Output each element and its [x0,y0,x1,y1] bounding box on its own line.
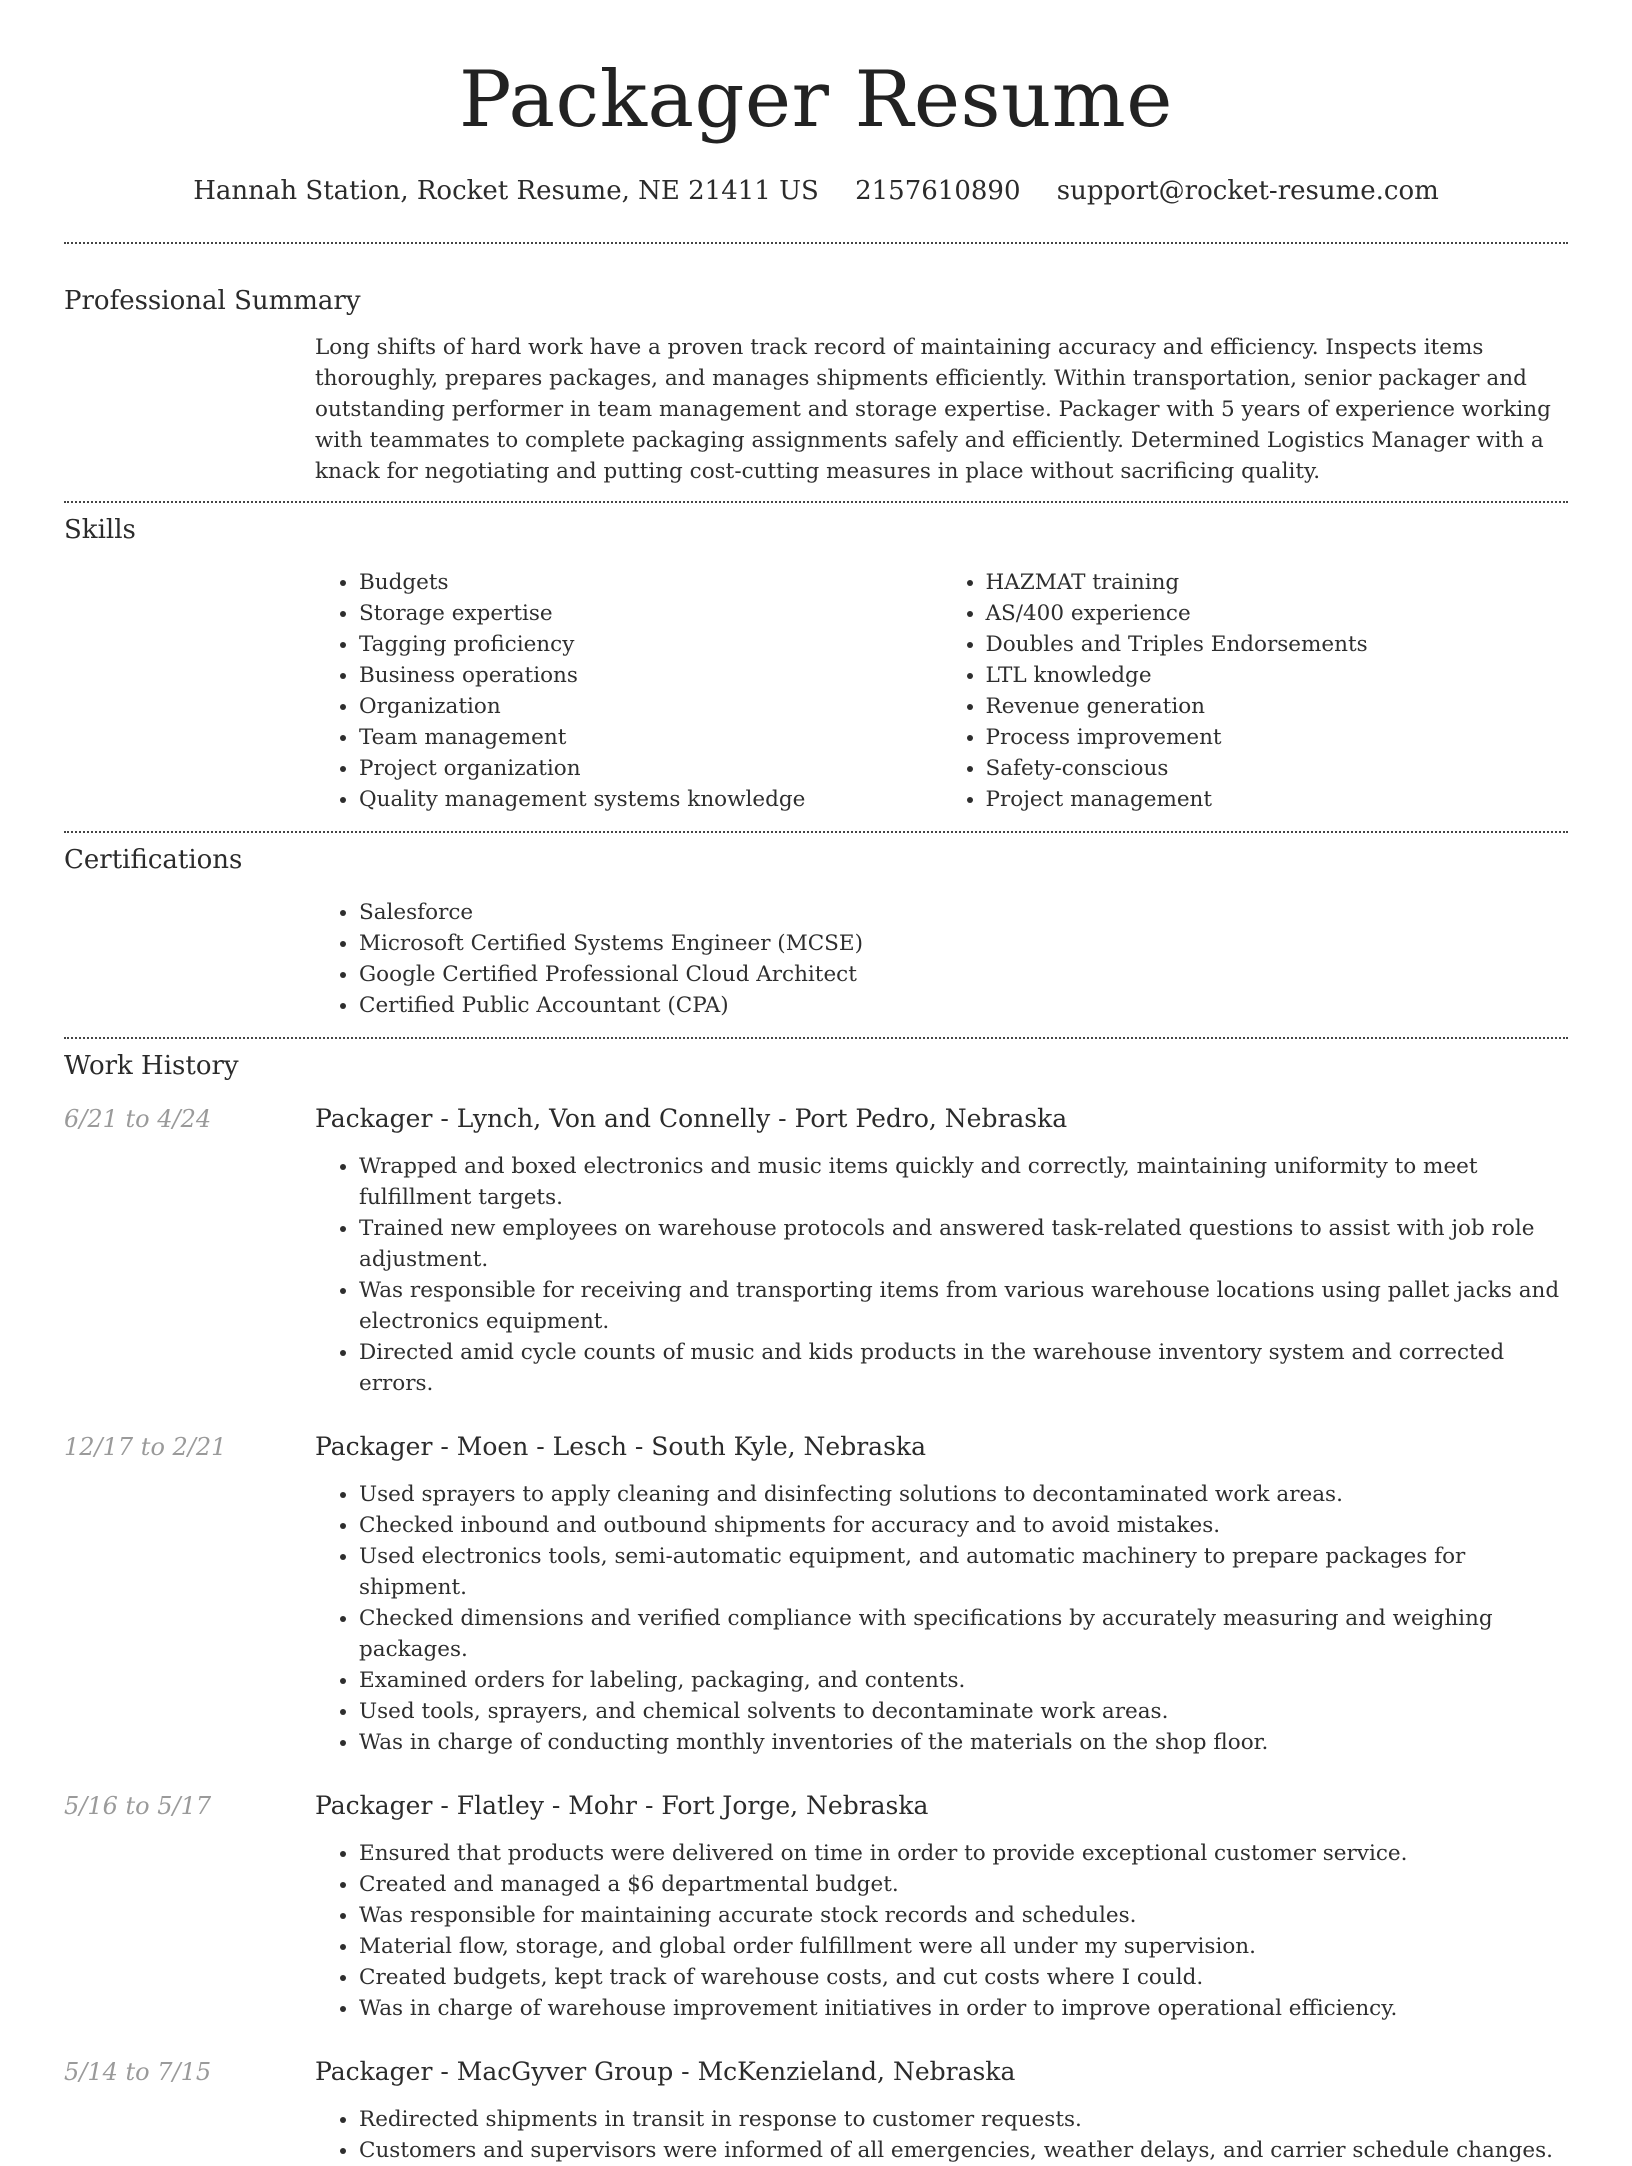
list-item: • Process improvement [986,722,1569,753]
list-item: • Was responsible for receiving and transporting items from various warehouse locations using pallet jacks and electronics equipment. [359,1275,1568,1337]
job-title: Packager - Lynch, Von and Connelly - Port Pedro, Nebraska [315,1104,1068,1133]
job-date: 12/17 to 2/21 [64,1433,227,1461]
job-entry [64,1431,1568,1758]
list-item: • Certified Public Accountant (CPA) [359,990,1568,1021]
summary-heading: Professional Summary [64,286,361,316]
list-item: • Storage expertise [359,598,942,629]
job-date: 5/14 to 7/15 [64,2058,212,2086]
list-item: • Was responsible for maintaining accurate stock records and schedules. [359,1900,1568,1931]
work-history-section [64,1039,1568,2166]
list-item: • Google Certified Professional Cloud Architect [359,959,1568,990]
list-item: • HAZMAT training [986,567,1569,598]
job-title: Packager - Moen - Lesch - South Kyle, Nebraska [315,1432,926,1461]
job-details [315,1151,1568,1399]
list-item: • Doubles and Triples Endorsements [986,629,1569,660]
job-bullet-list [315,2104,1568,2166]
list-item: • Material flow, storage, and global order fulfillment were all under my supervision. [359,1931,1568,1962]
certifications-content [315,897,1568,1021]
job-details [315,1838,1568,2024]
summary-content [315,332,1568,487]
skills-list-right [942,567,1569,815]
list-item: • Ensured that products were delivered on time in order to provide exceptional customer service. [359,1838,1568,1869]
list-item: • AS/400 experience [986,598,1569,629]
list-item: • Trained new employees on warehouse protocols and answered task-related questions to assist with job role adjustment. [359,1213,1568,1275]
job-entry [64,2056,1568,2166]
list-item: • LTL knowledge [986,660,1569,691]
list-item: • Organization [359,691,942,722]
list-item: • Project management [986,784,1569,815]
job-entry [64,1103,1568,1399]
certifications-heading: Certifications [64,845,243,875]
list-item: • Redirected shipments in transit in response to customer requests. [359,2104,1568,2135]
skills-heading: Skills [64,515,136,545]
page-title: Packager Resume [459,55,1173,145]
list-item: • Checked dimensions and verified compliance with specifications by accurately measuring and weighing packages. [359,1603,1568,1665]
job-title: Packager - Flatley - Mohr - Fort Jorge, Nebraska [315,1791,929,1820]
skills-section [64,503,1568,815]
list-item: • Budgets [359,567,942,598]
job-bullet-list [315,1838,1568,2024]
list-item: • Project organization [359,753,942,784]
job-bullet-list [315,1151,1568,1399]
job-list [64,1103,1568,2166]
contact-email: support@rocket-resume.com [1056,176,1439,206]
list-item: • Was in charge of conducting monthly inventories of the materials on the shop floor. [359,1727,1568,1758]
skills-grid [315,567,1568,815]
certifications-list [315,897,1568,1021]
job-date: 5/16 to 5/17 [64,1792,212,1820]
resume-page [64,0,1568,2166]
list-item: • Business operations [359,660,942,691]
job-date: 6/21 to 4/24 [64,1105,212,1133]
list-item: • Salesforce [359,897,1568,928]
list-item: • Created budgets, kept track of warehouse costs, and cut costs where I could. [359,1962,1568,1993]
contact-address: Hannah Station, Rocket Resume, NE 21411 US [193,176,819,206]
job-title: Packager - MacGyver Group - McKenzieland, Nebraska [315,2057,1016,2086]
job-details [315,2104,1568,2166]
list-item: • Microsoft Certified Systems Engineer (MCSE) [359,928,1568,959]
job-details [315,1479,1568,1758]
list-item: • Wrapped and boxed electronics and music items quickly and correctly, maintaining uniformity to meet fulfillment targets. [359,1151,1568,1213]
skills-list-left [315,567,942,815]
list-item: • Examined orders for labeling, packaging, and contents. [359,1665,1568,1696]
list-item: • Used sprayers to apply cleaning and disinfecting solutions to decontaminated work areas. [359,1479,1568,1510]
summary-text: Long shifts of hard work have a proven track record of maintaining accuracy and efficiency. Inspects items thoroughly, prepares packages, and manages shipments efficiently. Within transportation, senior packager and outstanding performer in team management and storage expertise. Packager with 5 years of experience working with teammates to complete packaging assignments safely and efficiently. Determined Logistics Manager with a knack for negotiating and putting cost-cutting measures in place without sacrificing quality. [315,335,1551,484]
list-item: • Safety-conscious [986,753,1569,784]
work-history-heading: Work History [64,1051,239,1081]
list-item: • Customers and supervisors were informed of all emergencies, weather delays, and carrier schedule changes. [359,2135,1568,2166]
list-item: • Created and managed a $6 departmental budget. [359,1869,1568,1900]
list-item: • Used tools, sprayers, and chemical solvents to decontaminate work areas. [359,1696,1568,1727]
summary-section [64,244,1568,487]
certifications-section [64,833,1568,1021]
list-item: • Directed amid cycle counts of music and kids products in the warehouse inventory system and corrected errors. [359,1337,1568,1399]
contact-phone: 2157610890 [855,176,1021,206]
contact-line [64,174,1568,208]
list-item: • Was in charge of warehouse improvement initiatives in order to improve operational efficiency. [359,1993,1568,2024]
list-item: • Used electronics tools, semi-automatic equipment, and automatic machinery to prepare packages for shipment. [359,1541,1568,1603]
job-entry [64,1790,1568,2024]
job-bullet-list [315,1479,1568,1758]
list-item: • Quality management systems knowledge [359,784,942,815]
list-item: • Checked inbound and outbound shipments for accuracy and to avoid mistakes. [359,1510,1568,1541]
list-item: • Tagging proficiency [359,629,942,660]
list-item: • Revenue generation [986,691,1569,722]
list-item: • Team management [359,722,942,753]
